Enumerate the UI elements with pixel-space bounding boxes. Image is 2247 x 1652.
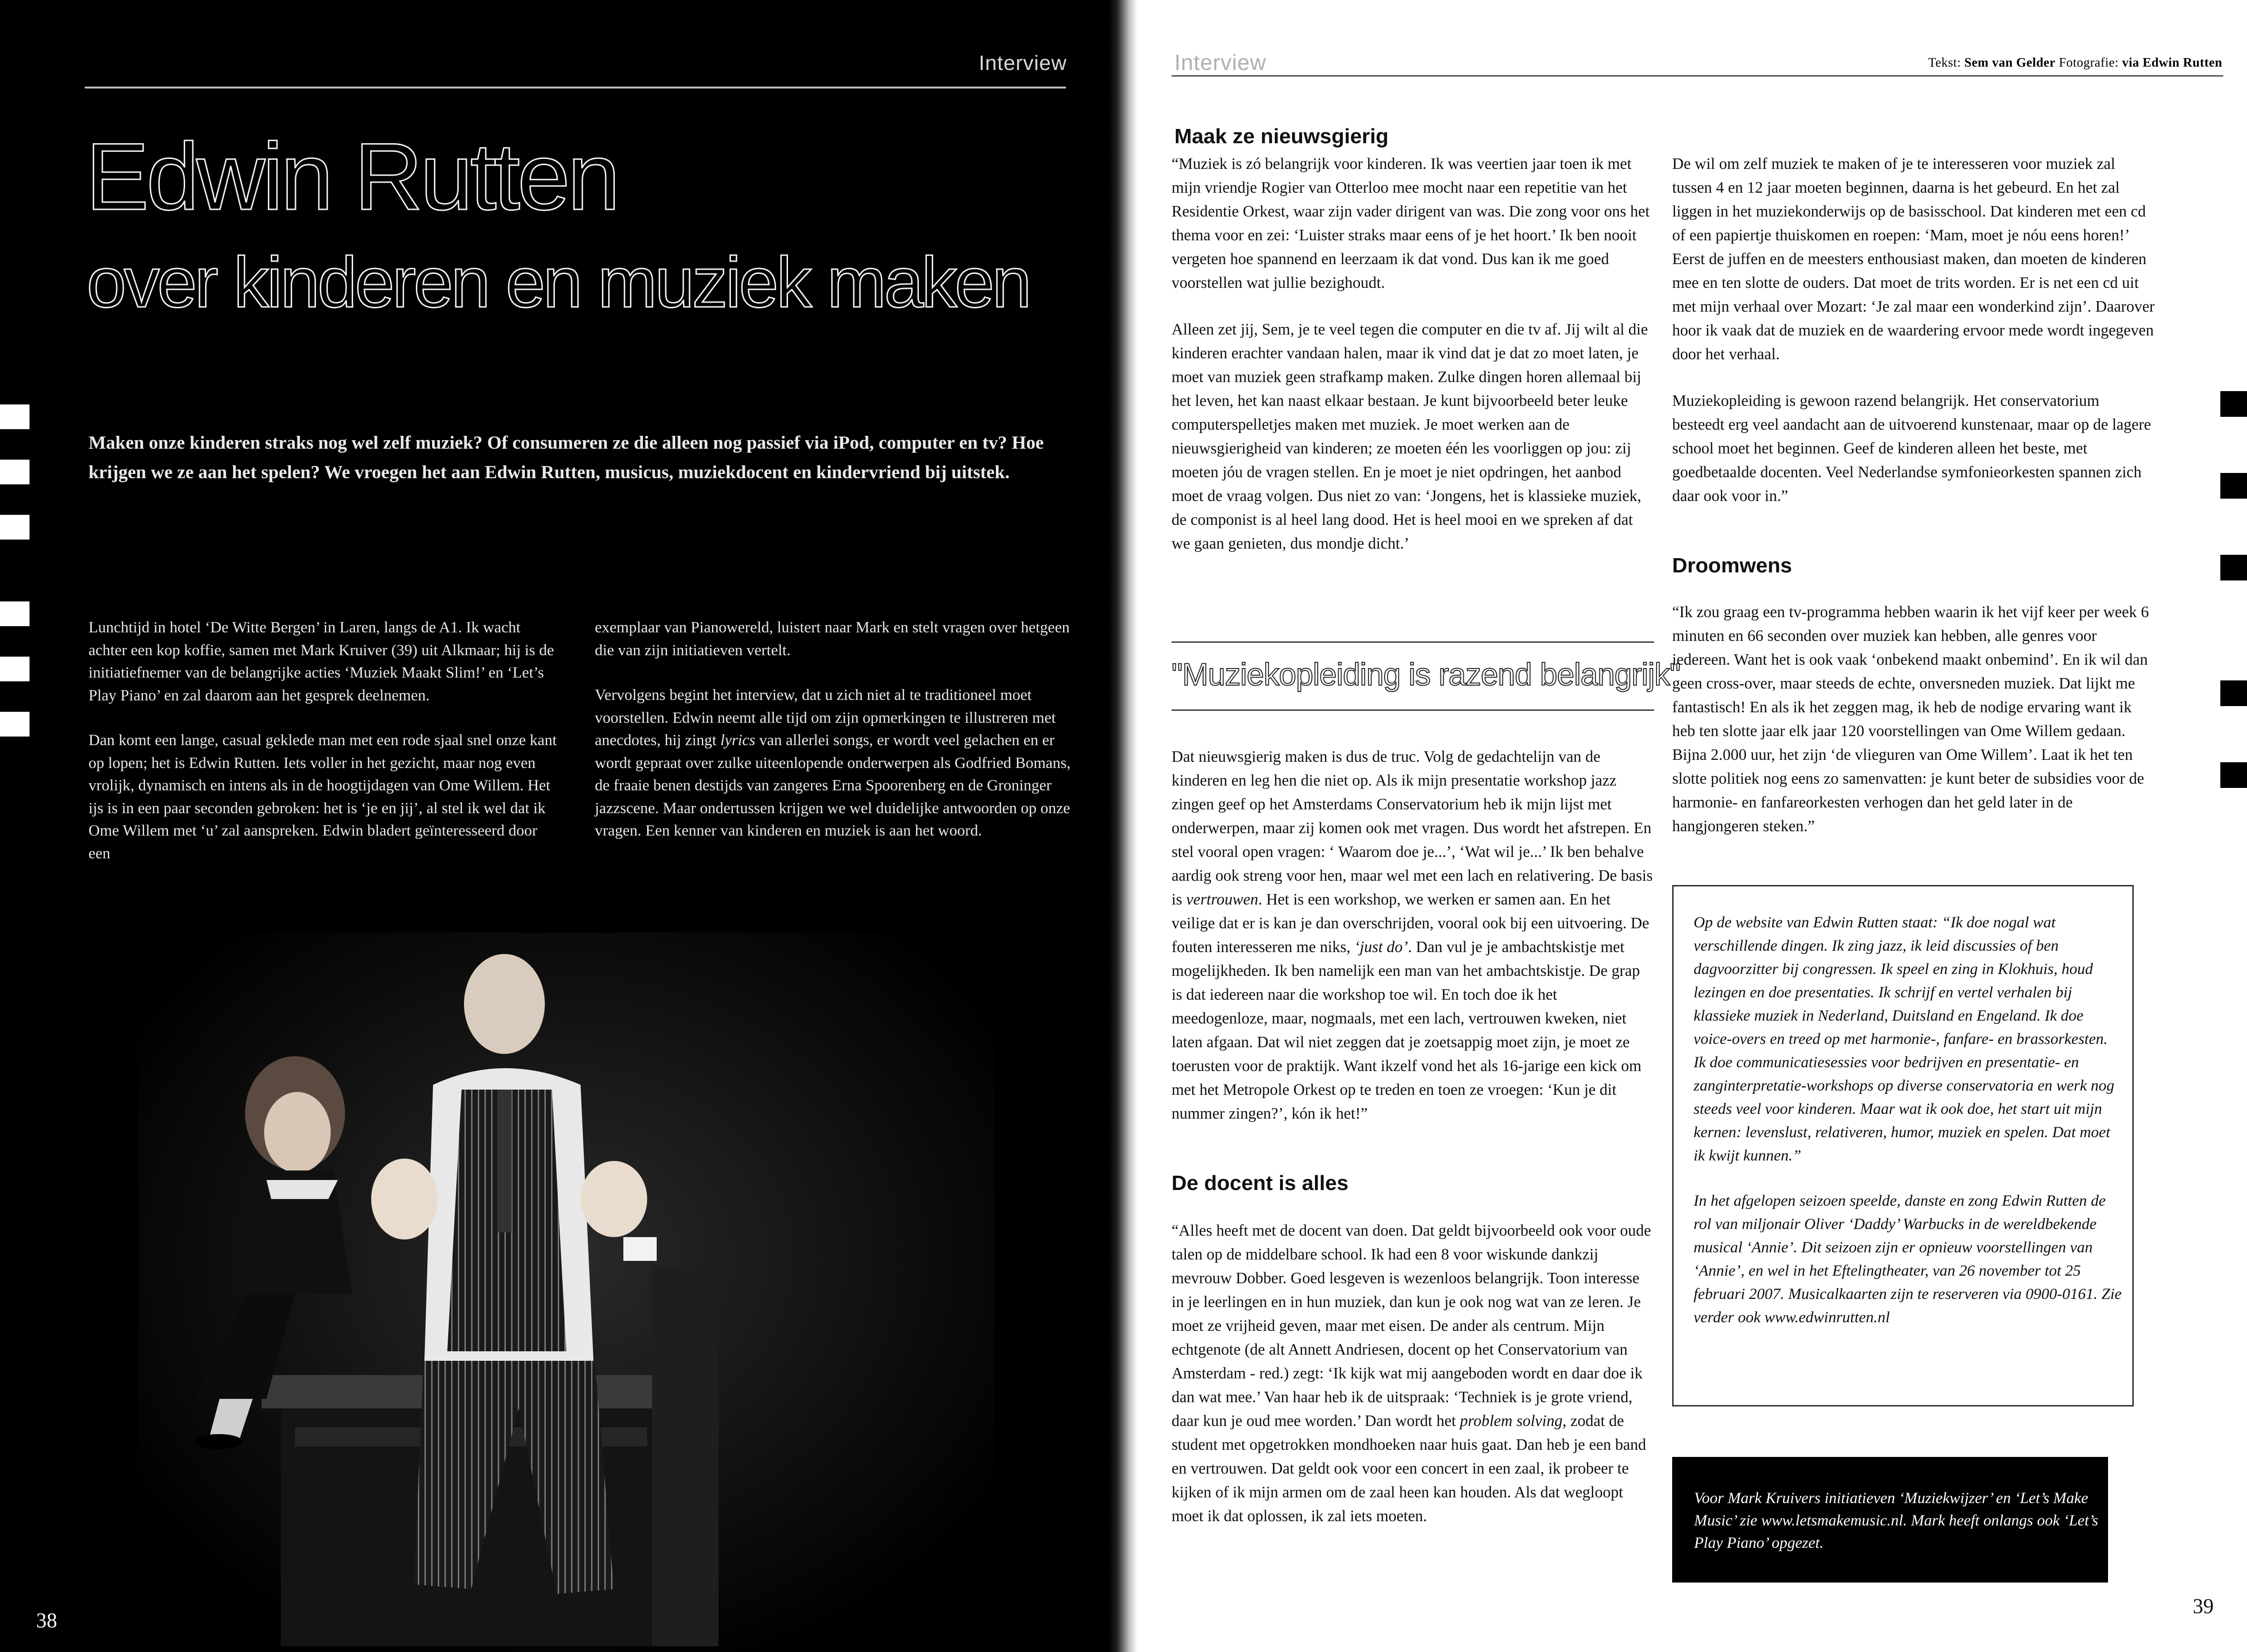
info-box-paragraph: Op de website van Edwin Rutten staat: “Ik doe nogal wat verschillende dingen. Ik zing jazz, ik leid discussies of ben dagvoorzitter bij congressen. Ik speel en zing in Klokhuis, houd lezingen en doe presentaties. Ik schrijf en vertel verhalen bij klassieke muziek in Nederland, Duitsland en Engeland. Ik doe voice-overs en treed op met harmonie-, fanfare- en brassorkesten. Ik doe communicatiesessies voor bedrijven en presentatie- en zanginterpretatie-workshops op diverse conservatoria en werk nog steeds veel voor kinderen. Maar wat ik ook doe, het start uit mijn kernen: levenslust, relativeren, humor, muziek en spelen. Dat moet ik kwijt kunnen.” [1694, 914, 2115, 1164]
right-column-1-mid [1172, 745, 1654, 1149]
section-label: Interview [1174, 50, 1267, 75]
spine-gutter [1109, 0, 1137, 1652]
paragraph: Dat nieuwsgierig maken is dus de truc. Volg de gedachtelijn van de kinderen en leg hen die niet op. Als ik mijn presentatie workshop jazz zingen geef op het Amsterdams Conservatorium heb ik mijn lijst met onderwerpen, maar zij komen ook met vragen. Dus wordt het afstrepen. En stel vooral open vragen: ‘ Waarom doe je...’, ‘Wat wil je...’ Ik ben behalve aardig ook streng voor hen, maar wel met een lach en relativering. De basis is vertrouwen. Het is een workshop, we werken er samen aan. En het veilige dat er is kan je dan overschrijden, vooral ook bij een uitvoering. De fouten interesseren me niks, ‘just do’. Dan vul je je ambachtskistje met mogelijkheden. Ik ben namelijk een man van het ambachtskistje. De grap is dat iedereen naar die workshop toe wil. En toch doe ik het meedogenloze, maar, nogmaals, met een lach, vertrouwen kweken, niet laten afgaan. Dat wil niet zeggen dat je zoetsappig moet zijn, je moet ze toerusten voor de praktijk. Want ikzelf vond het als 16-jarige een kick om met het Metropole Orkest op te treden en toen ze vroegen: ‘Kun je dit nummer zingen?’, kón ik het!” [1172, 748, 1653, 1122]
subheading: Droomwens [1672, 554, 1792, 577]
article-subtitle: over kinderen en muziek maken [87, 242, 1030, 322]
paragraph: “Ik zou graag een tv-programma hebben waarin ik het vijf keer per week 6 minuten en 66 seconden over muziek kan hebben, alle genres voor iedereen. Want het is ook vaak ‘onbekend maakt onbemind’. En ik wil dan geen cross-over, maar steeds de echte, onversneden muziek. Dat lijkt me fantastisch! En als ik het zeggen mag, ik heb de nodige ervaring want ik heb ten slotte jaar elk jaar 120 voorstellingen van Ome Willem gedaan. Bijna 2.000 uur, het zijn ‘de vlieguren van Ome Willem’. Laat ik het ten slotte politiek nog eens zo samenvatten: je kunt beter de subsidies voor de harmonie- en fanfareorkesten verhogen dan het geld later in de hangjongeren steken.” [1672, 603, 2149, 835]
page-number: 39 [2193, 1594, 2214, 1618]
paragraph: Alleen zet jij, Sem, je te veel tegen die computer en die tv af. Jij wilt al die kinderen erachter vandaan halen, maar ik vind dat je dat zo moet laten, je moet van muziek geen strafkamp maken. Zulke dingen horen allemaal bij het leven, het kan naast elkaar bestaan. Je kunt bijvoorbeeld beter leuke computerspelletjes maken met muziek. Je moet werken aan de nieuwsgierigheid van kinderen; ze moeten één les voorliggen op jou: zij moeten jóu de vragen stellen. En je moet je niet opdringen, het aanbod moet de vraag volgen. Dus niet zo van: ‘Jongens, het is klassieke muziek, de componist is al heel lang dood. Het is heel mooi en we spreken af dat we gaan genieten, dus mondje dicht.’ [1172, 321, 1648, 552]
right-page [1118, 0, 2247, 1652]
left-page [0, 0, 1118, 1652]
paragraph: “Muziek is zó belangrijk voor kinderen. Ik was veertien jaar toen ik met mijn vriendje Rogier van Otterloo mee mocht naar een repetitie van het Residentie Orkest, waar zijn vader dirigent van was. Die zong voor ons het thema voor en zei: ‘Luister straks maar eens of je het hoort.’ Ik ben nooit vergeten hoe spannend en leerzaam ik dat vond. Dus kan ik me goed voorstellen wat jullie bezighoudt. [1172, 155, 1650, 292]
right-column-1-top [1172, 152, 1654, 579]
paragraph: De wil om zelf muziek te maken of je te interesseren voor muziek zal tussen 4 en 12 jaar moeten beginnen, daarna is het gebeurd. En het zal liggen in het muziekonderwijs op de basisschool. Dat kinderen met een cd of een papiertje thuiskomen en roepen: ‘Mam, moet je nóu eens horen!’ Eerst de juffen en de meesters enthousiast maken, dan moeten de kinderen mee en ten slotte de ouders. Dat moet de trits worden. Er is net een cd uit met mijn verhaal over Mozart: ‘Je zal maar een wonderkind zijn’. Daarover hoor ik vaak dat de muziek en de waardering ervoor mede wordt ingegeven door het verhaal. [1672, 155, 2155, 363]
left-column-2 [595, 617, 1071, 865]
paragraph: “Alles heeft met de docent van doen. Dat geldt bijvoorbeeld ook voor oude talen op de middelbare school. Ik had een 8 voor wiskunde dankzij mevrouw Dobber. Goed lesgeven is wezenloos belangrijk. Toon interesse in je leerlingen en in hun muziek, dan kun je ook nog wat van ze leren. Je moet ze vrijheid geven, maar met eisen. De ander als centrum. Mijn echtgenote (de alt Annett Andriesen, docent op het Conservatorium van Amsterdam - red.) zegt: ‘Ik kijk wat mij aangeboden wordt en daar doe ik dan wat mee.’ Van haar heb ik de uitspraak: ‘Techniek is je grote vriend, daar kun je oud mee worden.’ Dan wordt het problem solving, zodat de student met opgetrokken mondhoeken naar huis gaat. Dan heb je een band en vertrouwen. Dat geldt ook voor een concert in een zaal, ik probeer te kijken of ik mijn armen om de zaal heen kan houden. Als dat wegloopt moet ik dat oplossen, ik zal iets moeten. [1172, 1222, 1651, 1525]
subheading: De docent is alles [1172, 1171, 1349, 1195]
paragraph: Dan komt een lange, casual geklede man met een rode sjaal snel onze kant op lopen; het is Edwin Rutten. Iets voller in het gezicht, maar nog even vrolijk, dynamisch en intens als in de hoogtijdagen van Ome Willem. Het ijs is in een paar seconden gebroken: het is ‘je en jij’, al stel ik wel dat ik Ome Willem met ‘u’ zal aanspreken. Edwin bladert geïnteresseerd door een [89, 732, 557, 862]
article-title: Edwin Rutten [86, 124, 618, 230]
dark-info-box [1672, 1457, 2108, 1583]
registration-marks [0, 404, 30, 767]
pull-quote [1172, 641, 1681, 711]
paragraph: Lunchtijd in hotel ‘De Witte Bergen’ in Laren, langs de A1. Ik wacht achter een kop koffie, samen met Mark Kruiver (39) uit Alkmaar; hij is de initiatiefnemer van de belangrijke acties ‘Muziek Maakt Slim!’ en ‘Let’s Play Piano’ en zal daarom aan het gesprek deelnemen. [89, 619, 554, 704]
pull-quote-text: "Muziekopleiding is razend belangrijk" [1172, 657, 1681, 692]
right-column-2-top [1672, 152, 2155, 531]
right-column-2-mid [1672, 600, 2155, 861]
header-rule [1172, 75, 2223, 77]
article-intro: Maken onze kinderen straks nog wel zelf muziek? Of consumeren ze die alleen nog passief via iPod, computer en tv? Hoe krijgen we ze aan het spelen? We vroegen het aan Edwin Rutten, musicus, muziekdocent en kindervriend bij uitstek. [89, 433, 1044, 482]
registration-marks [2220, 391, 2247, 844]
stage-photo [138, 933, 995, 1652]
dark-info-box-text: Voor Mark Kruivers initiatieven ‘Muziekwijzer’ en ‘Let’s Make Music’ zie www.letsmakemusic.nl. Mark heeft onlangs ook ‘Let’s Play Piano’ opgezet. [1694, 1490, 2099, 1552]
info-box [1672, 885, 2134, 1406]
right-column-1-bottom [1172, 1219, 1654, 1551]
paragraph: exemplaar van Pianowereld, luistert naar Mark en stelt vragen over hetgeen die van zijn initiatieven vertelt. [595, 619, 1070, 659]
photo-credits: Tekst: Sem van Gelder Fotografie: via Edwin Rutten [1928, 55, 2222, 69]
paragraph: Vervolgens begint het interview, dat u zich niet al te traditioneel moet voorstellen. Edwin neemt alle tijd om zijn opmerkingen te illustreren met anecdotes, hij zingt lyrics van allerlei songs, er wordt veel gelachen en er wordt gepraat over zulke uiteenlopende onderwerpen als Godfried Bomans, de fraaie benen destijds van zangeres Erna Spoorenberg en de Groninger jazzscene. Maar ondertussen krijgen we wel duidelijke antwoorden op onze vragen. Een kenner van kinderen en muziek is aan het woord. [595, 687, 1071, 839]
header-rule [85, 87, 1066, 88]
subheading: Maak ze nieuwsgierig [1174, 125, 1389, 148]
info-box-paragraph: In het afgelopen seizoen speelde, danste en zong Edwin Rutten de rol van miljonair Oliver ‘Daddy’ Warbucks in de wereldbekende musical ‘Annie’. Dit seizoen zijn er opnieuw voorstellingen van ‘Annie’, en wel in het Eftelingtheater, van 26 november tot 25 februari 2007. Musicalkaarten zijn te reserveren via 0900-0161. Zie verder ook www.edwinrutten.nl [1694, 1192, 2122, 1326]
section-label: Interview [978, 51, 1067, 75]
paragraph: Muziekopleiding is gewoon razend belangrijk. Het conservatorium besteedt erg veel aandacht aan de uitvoerend kunstenaar, maar op de lagere school moet het beginnen. Geef de kinderen alleen het beste, met goedbetaalde docenten. Veel Nederlandse symfonieorkesten spannen zich daar ook voor in.” [1672, 392, 2151, 505]
page-number: 38 [36, 1609, 57, 1632]
left-column-1 [89, 617, 560, 887]
